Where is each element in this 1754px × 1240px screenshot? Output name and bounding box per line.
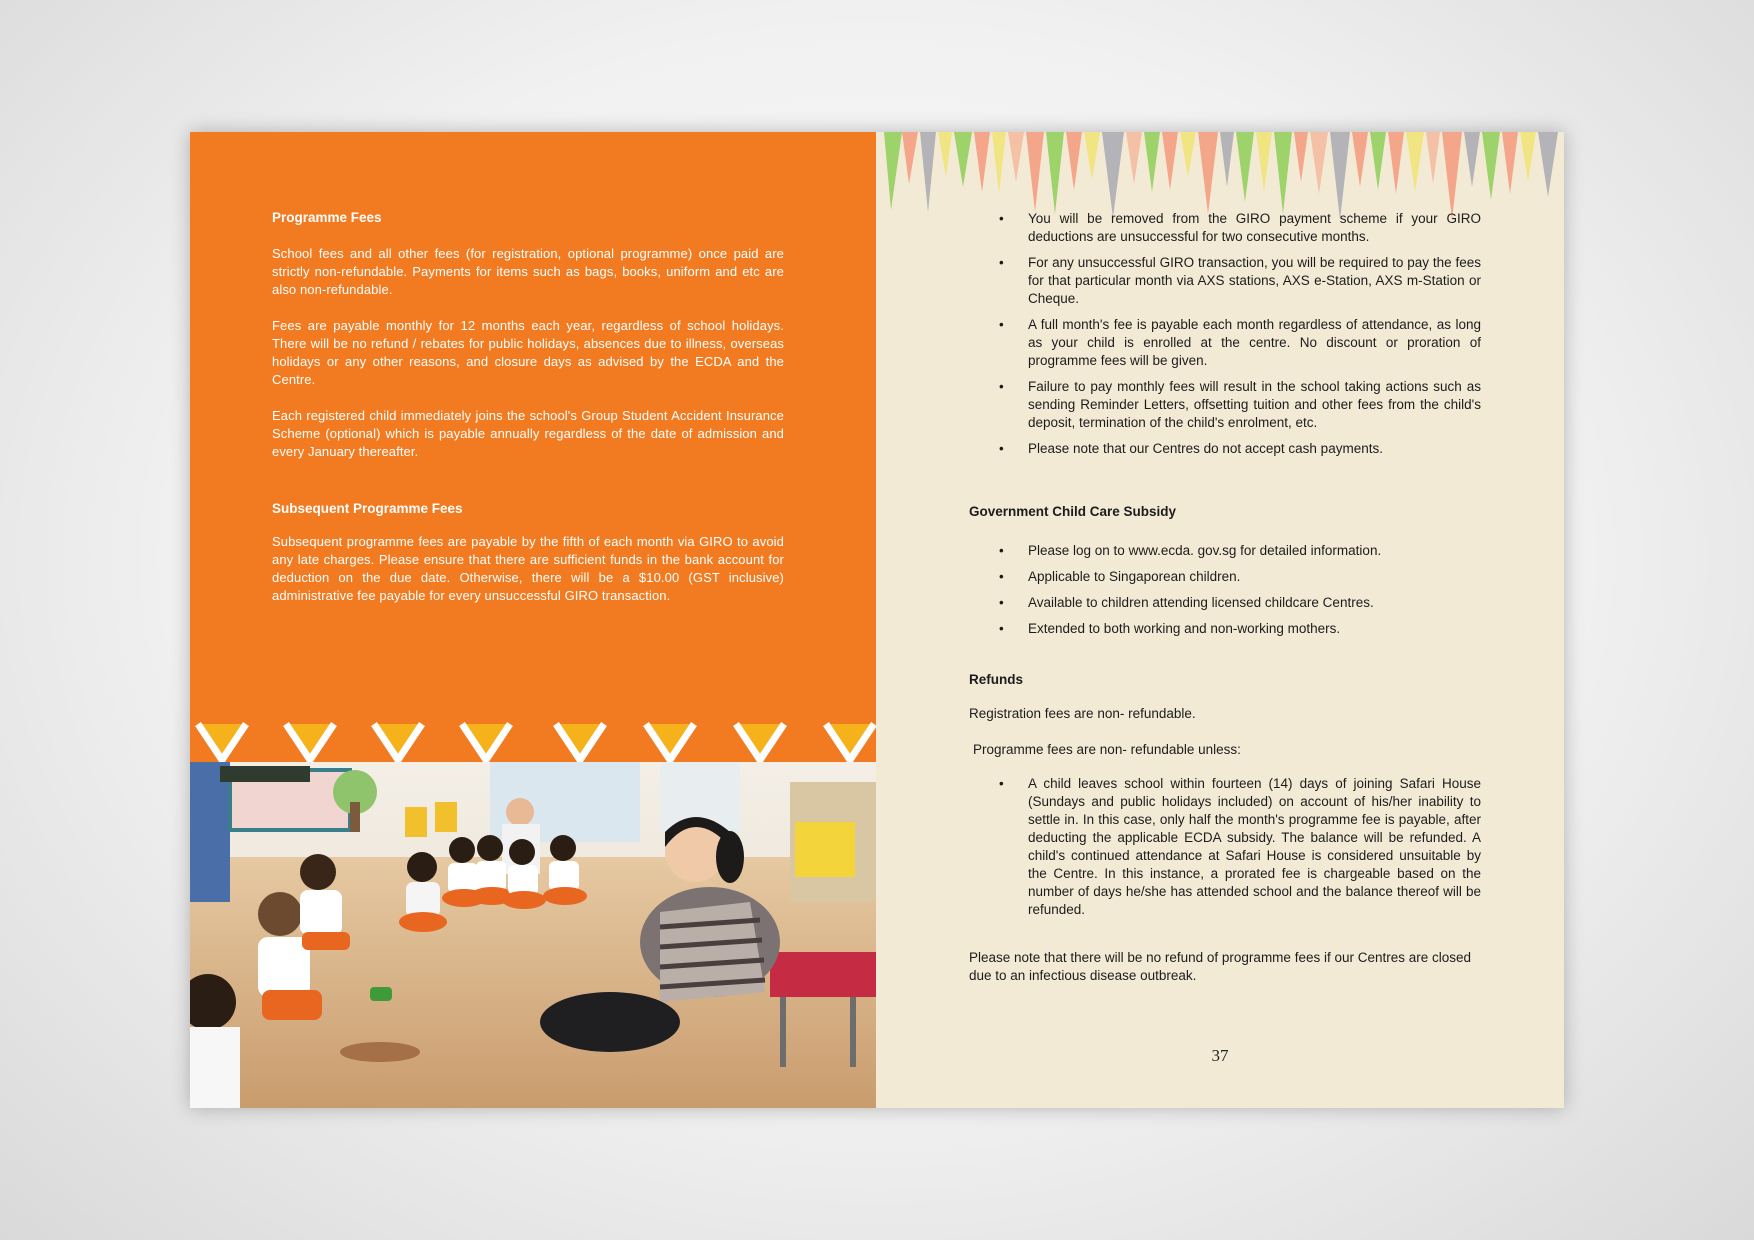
bullet-icon: •: [999, 621, 1004, 636]
programme-fees-heading: Programme Fees: [272, 210, 382, 225]
subsequent-fees-heading: Subsequent Programme Fees: [272, 501, 463, 516]
list-item: • Failure to pay monthly fees will result in the school taking actions such as sending Reminder Letters, offsetting tuition and other fees from the child's deposit, termination of the child's enrolment, etc.: [999, 379, 1481, 430]
list-item: • Applicable to Singaporean children.: [999, 569, 1241, 584]
bullet-icon: •: [999, 379, 1004, 394]
list-item: • A full month's fee is payable each month regardless of attendance, as long as your child is enrolled at the centre. No discount or proration of programme fees will be given.: [999, 317, 1481, 368]
list-item: • You will be removed from the GIRO payment scheme if your GIRO deductions are unsuccessful for two consecutive months.: [999, 211, 1481, 244]
bullet-icon: •: [999, 441, 1004, 456]
giro-bullet-list: [969, 210, 1481, 458]
programme-fees-paragraph-2: Fees are payable monthly for 12 months each year, regardless of school holidays. There will be no refund / rebates for public holidays, absences due to illness, overseas holidays or any other reasons, and closure days as advised by the ECDA and the Centre.: [272, 318, 784, 387]
right-page: [876, 132, 1564, 1108]
bullet-icon: •: [999, 543, 1004, 558]
list-item: • For any unsuccessful GIRO transaction, you will be required to pay the fees for that particular month via AXS stations, AXS e-Station, AXS m-Station or Cheque.: [999, 255, 1481, 306]
bullet-icon: •: [999, 776, 1004, 791]
bullet-icon: •: [999, 569, 1004, 584]
zigzag-pattern: [190, 720, 876, 762]
programme-fees-paragraph-1: School fees and all other fees (for registration, optional programme) once paid are strictly non-refundable. Payments for items such as bags, books, uniform and etc are also non-refundable.: [272, 246, 784, 297]
list-item: • Extended to both working and non-working mothers.: [999, 621, 1341, 636]
left-page: [190, 132, 876, 1108]
bullet-icon: •: [999, 595, 1004, 610]
subsequent-fees-paragraph: Subsequent programme fees are payable by the fifth of each month via GIRO to avoid any late charges. Please ensure that there are sufficient funds in the bank account for deduction on the due date. Otherwise, there will be a $10.00 (GST inclusive) administrative fee payable for every unsuccessful GIRO transaction.: [272, 534, 784, 603]
subsidy-heading: Government Child Care Subsidy: [969, 504, 1177, 519]
page-number: 37: [1211, 1046, 1229, 1065]
programme-fees-paragraph-3: Each registered child immediately joins the school's Group Student Accident Insurance Scheme (optional) which is payable annually regardless of the date of admission and every January thereafter.: [272, 408, 784, 459]
refunds-line-1: Registration fees are non- refundable.: [969, 706, 1196, 721]
subsidy-bullet-list: [969, 542, 1481, 638]
refunds-line-2: Programme fees are non- refundable unless:: [973, 742, 1241, 757]
list-item: • A child leaves school within fourteen (14) days of joining Safari House (Sundays and public holidays included) on account of his/her inability to settle in. In this case, only half the month's programme fee is payable, after deducting the applicable ECDA subsidy. The balance will be refunded. A child's continued attendance at Safari House is considered unsuitable by the Centre. In this instance, a prorated fee is chargeable based on the number of days he/she has attended school and the balance thereof will be refunded.: [999, 776, 1481, 917]
right-text-block: [969, 210, 1481, 985]
brochure-spread: [190, 132, 1564, 1108]
bullet-icon: •: [999, 255, 1004, 270]
refunds-bullet-list: [969, 775, 1481, 919]
bullet-icon: •: [999, 317, 1004, 332]
refunds-heading: Refunds: [969, 672, 1023, 687]
list-item: • Available to children attending licensed childcare Centres.: [999, 595, 1374, 610]
classroom-photo: [190, 762, 876, 1108]
left-text-block: [272, 210, 784, 605]
closing-note: Please note that there will be no refund of programme fees if our Centres are closed due to an infectious disease outbreak.: [969, 950, 1472, 983]
list-item: • Please log on to www.ecda. gov.sg for detailed information.: [999, 543, 1382, 558]
bullet-icon: •: [999, 211, 1004, 226]
list-item: • Please note that our Centres do not accept cash payments.: [999, 441, 1383, 456]
